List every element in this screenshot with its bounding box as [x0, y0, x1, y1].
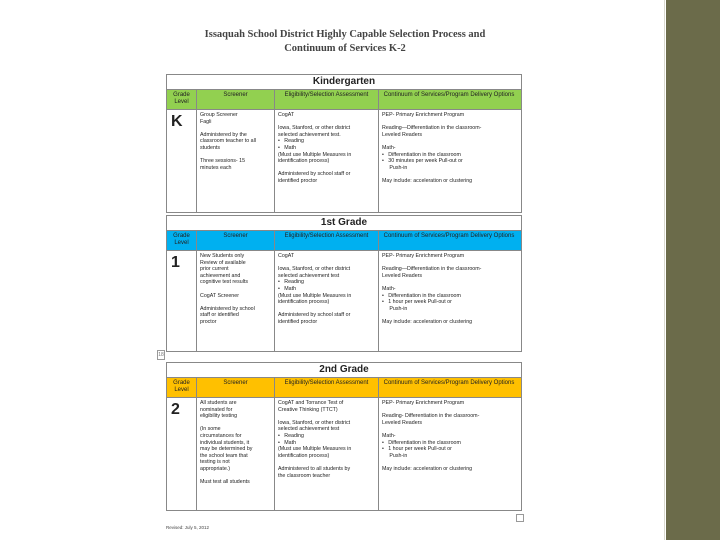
- cell-text-line: Must test all students: [200, 479, 250, 486]
- cell-text-line: CogAT: [278, 112, 295, 118]
- cell-text-line: • Math: [278, 285, 297, 292]
- revision-footnote: Revised: July 5, 2012: [166, 525, 210, 530]
- cell-text-line: the classroom teacher: [278, 472, 331, 479]
- cell-text-line: [200, 125, 271, 132]
- cell-text-line: identified proctor: [278, 318, 318, 325]
- second-grade-continuum: [379, 398, 519, 510]
- header-screener: Screener: [197, 231, 275, 250]
- cell-text-line: • Differentiation in the classroom: [382, 151, 461, 158]
- cell-text-line: PEP- Primary Enrichment Program: [382, 400, 465, 406]
- cell-text-line: Administered by school staff or: [278, 171, 351, 178]
- cell-text-line: May include: acceleration or clustering: [382, 177, 473, 184]
- cell-text-line: PEP- Primary Enrichment Program: [382, 253, 465, 259]
- cell-text-line: minutes each: [200, 164, 232, 171]
- slide-divider-line: [664, 0, 665, 540]
- document-title-line2: Continuum of Services K-2: [284, 43, 406, 54]
- cell-text-line: nominated for: [200, 406, 233, 413]
- cell-text-line: [278, 459, 375, 466]
- cell-text-line: [382, 312, 516, 319]
- cell-text-line: identified proctor: [278, 177, 318, 184]
- header-grade-level: Grade Level: [167, 231, 197, 250]
- cell-text-line: May include: acceleration or clustering: [382, 318, 473, 325]
- header-continuum: Continuum of Services/Program Delivery Options: [383, 233, 515, 239]
- kindergarten-header-row: [167, 90, 521, 110]
- cell-text-line: [278, 306, 375, 313]
- header-grade-level: Grade Level: [167, 90, 197, 109]
- second-grade-eligibility: [275, 398, 379, 510]
- cell-text-line: Administered to all students by: [278, 465, 351, 472]
- cell-text-line: [200, 420, 271, 427]
- cell-text-line: [278, 413, 375, 420]
- cell-text-line: Administered by school staff or: [278, 312, 351, 319]
- cell-text-line: Review of available: [200, 259, 246, 266]
- cell-text-line: identification process): [278, 158, 330, 165]
- cell-text-line: New Students only: [200, 253, 245, 259]
- second-grade-title: 2nd Grade: [167, 363, 521, 378]
- cell-text-line: [382, 119, 516, 126]
- cell-text-line: identification process): [278, 452, 330, 459]
- kindergarten-continuum: [379, 110, 519, 212]
- header-eligibility: Eligibility/Selection Assessment: [275, 378, 379, 397]
- cell-text-line: selected achievement test.: [278, 131, 341, 138]
- header-eligibility: Eligibility/Selection Assessment: [275, 231, 379, 250]
- margin-marker: 18: [158, 352, 164, 358]
- document-page: [158, 22, 532, 530]
- cell-text-line: [382, 426, 516, 433]
- cell-text-line: testing is not: [200, 459, 230, 466]
- cell-text-line: • 30 minutes per week Pull-out or: [382, 158, 463, 165]
- first-grade-table: [166, 215, 522, 352]
- cell-text-line: [200, 473, 271, 480]
- kindergarten-screener: [197, 110, 275, 212]
- cell-text-line: Group Screener: [200, 112, 238, 118]
- cell-text-line: Iowa, Stanford, or other district: [278, 419, 351, 426]
- cell-text-line: All students are: [200, 400, 237, 406]
- cell-text-line: CogAT and Torrance Test of: [278, 400, 344, 406]
- cell-text-line: [382, 138, 516, 145]
- document-title: [158, 28, 532, 56]
- cell-text-line: CogAT Screener: [200, 292, 239, 299]
- cell-text-line: [278, 260, 375, 267]
- cell-text-line: selected achievement test: [278, 272, 340, 279]
- cell-text-line: • Reading: [278, 279, 305, 286]
- cell-text-line: • Reading: [278, 432, 305, 439]
- first-grade-title: 1st Grade: [167, 216, 521, 231]
- cell-text-line: Administered by school: [200, 305, 255, 312]
- cell-text-line: Math-: [382, 432, 396, 439]
- header-continuum: Continuum of Services/Program Delivery Options: [383, 380, 515, 386]
- cell-text-line: • Math: [278, 439, 297, 446]
- cell-text-line: the school team that: [200, 452, 248, 459]
- second-grade-header-row: [167, 378, 521, 398]
- cell-text-line: (In some: [200, 426, 221, 433]
- cell-text-line: [382, 459, 516, 466]
- first-grade-screener: [197, 251, 275, 351]
- cell-text-line: cognitive test results: [200, 279, 248, 286]
- cell-text-line: classroom teacher to all: [200, 138, 256, 145]
- kindergarten-body-row: [167, 110, 521, 212]
- document-title-line1: Issaquah School District Highly Capable Selection Process and: [204, 29, 486, 40]
- cell-text-line: circumstances for: [200, 432, 242, 439]
- cell-text-line: • Differentiation in the classroom: [382, 292, 461, 299]
- first-grade-grade: 1: [167, 251, 197, 351]
- cell-text-line: Three sessions- 15: [200, 158, 246, 165]
- cell-text-line: • Reading: [278, 138, 305, 145]
- cell-text-line: [200, 286, 271, 293]
- cell-text-line: Reading—Differentiation in the classroom-: [382, 266, 482, 273]
- header-continuum: Continuum of Services/Program Delivery Options: [383, 92, 515, 98]
- first-grade-continuum: [379, 251, 519, 351]
- first-grade-body-row: [167, 251, 521, 351]
- cell-text-line: [278, 165, 375, 172]
- cell-text-line: may be determined by: [200, 446, 253, 453]
- cell-text-line: identification process): [278, 299, 330, 306]
- second-grade-table: [166, 362, 522, 511]
- cell-text-line: eligibility testing: [200, 413, 238, 420]
- cell-text-line: • 1 hour per week Pull-out or: [382, 446, 452, 453]
- cell-text-line: Math-: [382, 285, 396, 292]
- cell-text-line: staff or identified: [200, 312, 239, 319]
- header-screener: Screener: [197, 90, 275, 109]
- cell-text-line: • Math: [278, 144, 297, 151]
- cell-text-line: CogAT: [278, 253, 295, 259]
- cell-text-line: Leveled Readers: [382, 419, 423, 426]
- cell-text-line: selected achievement test: [278, 426, 340, 433]
- cell-text-line: [200, 152, 271, 159]
- kindergarten-title: Kindergarten: [167, 75, 521, 90]
- cell-text-line: • 1 hour per week Pull-out or: [382, 299, 452, 306]
- slide-side-bar: [666, 0, 720, 540]
- cell-text-line: [200, 299, 271, 306]
- cell-text-line: Reading—Differentiation in the classroom-: [382, 125, 482, 132]
- cell-text-line: [382, 407, 516, 414]
- cell-text-line: Creative Thinking (TTCT): [278, 406, 338, 413]
- cell-text-line: PEP- Primary Enrichment Program: [382, 112, 465, 118]
- cell-text-line: Iowa, Stanford, or other district: [278, 125, 351, 132]
- cell-text-line: • Differentiation in the classroom: [382, 439, 461, 446]
- cell-text-line: [382, 260, 516, 267]
- first-grade-eligibility: [275, 251, 379, 351]
- cell-text-line: May include: acceleration or clustering: [382, 465, 473, 472]
- cell-text-line: (Must use Multiple Measures in: [278, 446, 352, 453]
- kindergarten-eligibility: [275, 110, 379, 212]
- cell-text-line: Leveled Readers: [382, 272, 423, 279]
- cell-text-line: individual students, it: [200, 439, 250, 446]
- cell-text-line: Reading- Differentiation in the classroom-: [382, 413, 480, 420]
- cell-text-line: [278, 119, 375, 126]
- cell-text-line: [382, 171, 516, 178]
- second-grade-screener: [197, 398, 275, 510]
- cell-text-line: Push-in: [382, 452, 408, 459]
- cell-text-line: Leveled Readers: [382, 131, 423, 138]
- kindergarten-grade: K: [167, 110, 197, 212]
- cell-text-line: Math-: [382, 144, 396, 151]
- corner-marker: [516, 514, 524, 522]
- cell-text-line: (Must use Multiple Measures in: [278, 292, 352, 299]
- cell-text-line: achievement and: [200, 272, 241, 279]
- cell-text-line: Fagli: [200, 118, 212, 125]
- cell-text-line: appropriate.): [200, 465, 231, 472]
- cell-text-line: Administered by the: [200, 131, 247, 138]
- second-grade-body-row: [167, 398, 521, 510]
- cell-text-line: students: [200, 144, 221, 151]
- header-grade-level: Grade Level: [167, 378, 197, 397]
- second-grade-grade: 2: [167, 398, 197, 510]
- header-eligibility: Eligibility/Selection Assessment: [275, 90, 379, 109]
- cell-text-line: Push-in: [382, 305, 408, 312]
- header-screener: Screener: [197, 378, 275, 397]
- cell-text-line: proctor: [200, 318, 217, 325]
- cell-text-line: [382, 279, 516, 286]
- cell-text-line: Iowa, Stanford, or other district: [278, 266, 351, 273]
- kindergarten-table: [166, 74, 522, 213]
- first-grade-header-row: [167, 231, 521, 251]
- cell-text-line: Push-in: [382, 164, 408, 171]
- cell-text-line: prior current: [200, 266, 229, 273]
- cell-text-line: (Must use Multiple Measures in: [278, 151, 352, 158]
